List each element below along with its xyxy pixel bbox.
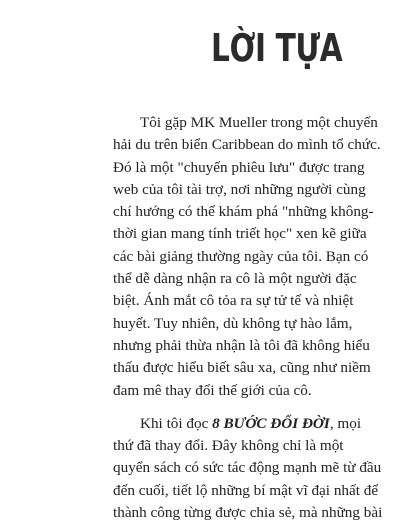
page-title: LỜI TỰA (210, 26, 342, 70)
paragraph-2-lead: Khi tôi đọc (140, 414, 213, 432)
book-title: 8 BƯỚC ĐỔI ĐỜI (212, 414, 330, 432)
paragraph-2-rest: , mọi thứ đã thay đổi. Đây không chỉ là một quyển sách có sức tác động mạnh mẽ từ đầu đến cuối, tiết lộ những bí mật vĩ đại nhất để thành công từng được chia sẻ, mà những bài (113, 414, 383, 522)
foreword-body (113, 112, 383, 524)
paragraph-2 (113, 413, 383, 524)
paragraph-1: Tôi gặp MK Mueller trong một chuyến hải du trên biển Caribbean do mình tổ chức. Đó là một "chuyến phiêu lưu" được trang web của tôi tài trợ, nơi những người cùng chí hướng có thể khám phá "những không-thời gian mang tính triết học" xen kẽ giữa các bài giảng thường ngày của tôi. Bạn có thể dễ dàng nhận ra cô là một người đặc biệt. Ánh mắt cô tỏa ra sự tử tế và nhiệt huyết. Tuy nhiên, dù không tự hào lắm, nhưng phải thừa nhận là tôi đã không hiểu thấu được hiểu biết sâu xa, cũng như niềm đam mê thay đổi thế giới của cô. (113, 114, 381, 399)
